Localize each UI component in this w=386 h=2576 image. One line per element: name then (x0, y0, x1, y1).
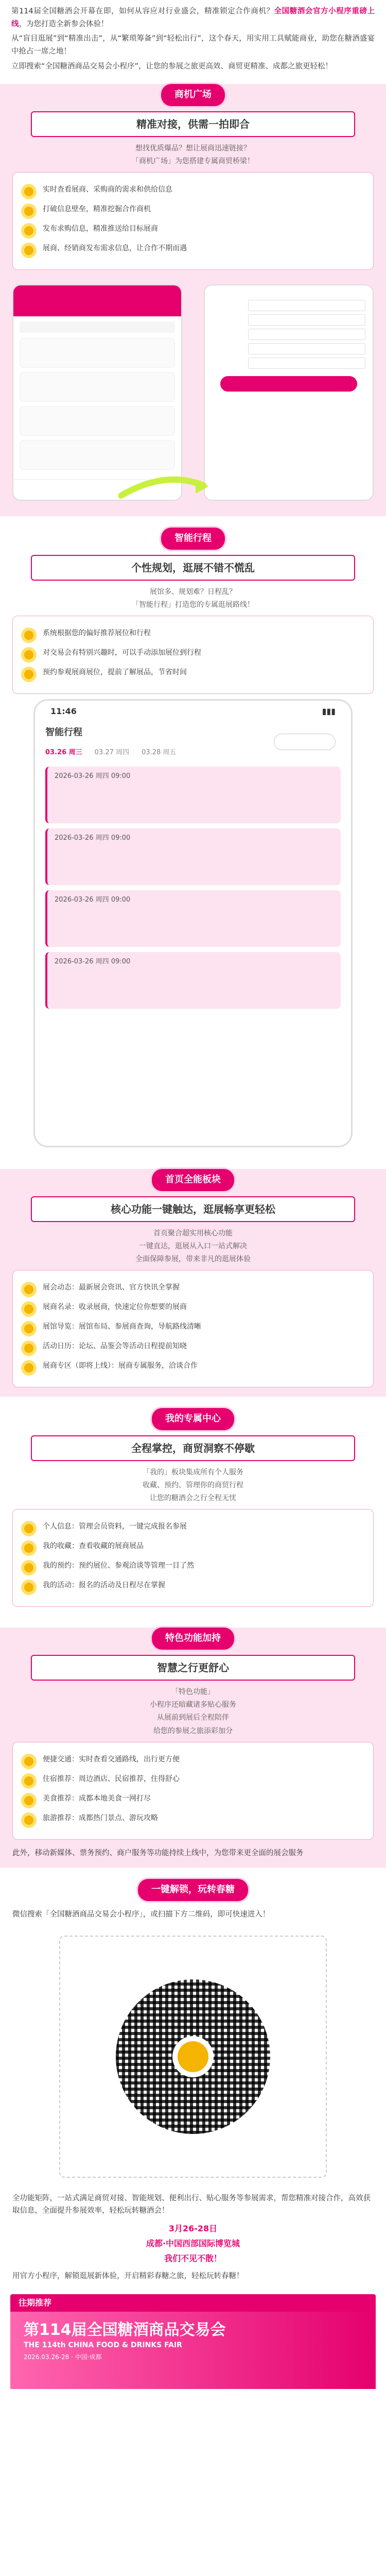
banner-subtitle: THE 114th CHINA FOOD & DRINKS FAIR (24, 2341, 182, 2349)
special-band (0, 1628, 386, 1868)
qr-code[interactable] (116, 1979, 270, 2134)
business-sub: 想找优质爆品？想让展商迅速链接？ 「商机广场」为您搭建专属商贸桥梁！ (132, 144, 254, 165)
feature-item: 对交易会有特别兴趣时，可以手动添加展位到行程 (21, 647, 365, 663)
battery-icon: ▮▮▮ (322, 706, 336, 716)
mine-feature-list (12, 1509, 374, 1607)
intro-highlight: 全国糖酒会官方小程序重磅上线 (11, 7, 375, 28)
intro-p3: 立即搜索“全国糖酒商品交易会小程序”，让您的参展之旅更高效、商贸更精准、成都之旅更轻松！ (11, 62, 333, 71)
cta-band (0, 1879, 386, 2287)
itinerary-title: 智能行程 (45, 726, 82, 738)
cta-tag: 一键解锁，玩转春糖 (138, 1879, 248, 1901)
check-icon (21, 1521, 37, 1536)
business-tag: 商机广场 (161, 84, 225, 106)
logo (274, 734, 336, 750)
home-band (0, 1169, 386, 1397)
phone-mockup-list (12, 284, 182, 501)
check-icon (21, 1812, 37, 1828)
feature-item: 便捷交通：实时查看交通路线，出行更方便 (21, 1754, 365, 1769)
trip-tag: 智能行程 (161, 528, 225, 550)
itinerary-entry[interactable]: 2026-03-26 周四 09:00 (45, 828, 341, 885)
form-field (248, 358, 365, 369)
phone-card (20, 372, 175, 402)
feature-item: 展会动态：最新展会资讯、官方快讯全掌握 (21, 1282, 365, 1297)
check-icon (21, 1754, 37, 1769)
feature-item: 活动日历：论坛、品鉴会等活动日程提前知晓 (21, 1341, 365, 1356)
feature-item: 展商名录：收录展商，快速定位你想要的展商 (21, 1301, 365, 1317)
arrow-icon (118, 470, 211, 501)
feature-item: 展商专区（即将上线）：展商专属服务，洽谈合作 (21, 1360, 365, 1376)
home-sub: 首页聚合超实用核心功能 一键直达，逛展从入口一站式解决 全面保障参展，带来非凡的逛展体验 (135, 1229, 251, 1264)
check-icon (21, 1580, 37, 1595)
check-icon (21, 1773, 37, 1789)
feature-item: 我的活动：报名的活动及日程尽在掌握 (21, 1580, 365, 1595)
itinerary-entry[interactable]: 2026-03-26 周四 09:00 (45, 952, 341, 1009)
qr-code-frame (59, 1936, 327, 2178)
mine-sub: 「我的」板块集成所有个人服务 收藏、预约、管理你的商贸行程 让您的糖酒会之行全程无忧 (143, 1468, 243, 1503)
special-tag: 特色功能加持 (152, 1628, 234, 1650)
tab-day[interactable]: 03.27 周四 (94, 749, 130, 757)
form-field (248, 300, 365, 311)
intro (0, 0, 386, 73)
recommend-bar: 往期推荐 (10, 2294, 376, 2312)
tab-day[interactable]: 03.26 周三 (45, 749, 82, 757)
feature-item: 展商、经销商发布需求信息，让合作不期而遇 (21, 243, 365, 258)
check-icon (21, 647, 37, 663)
feature-item: 预约参观展商展位，提前了解展品，节省时间 (21, 667, 365, 682)
intro-p1: 第114届全国糖酒会开幕在即，如何从容应对行业盛会，精准锁定合作商机？全国糖酒会官方小程序重磅上线，为您打造全新参会体验！ (11, 7, 375, 28)
check-icon (21, 243, 37, 258)
business-phones (0, 274, 386, 511)
check-icon (21, 204, 37, 219)
business-band (0, 84, 386, 516)
check-icon (21, 628, 37, 643)
check-icon (21, 1360, 37, 1376)
special-head: 智慧之行更舒心 (31, 1655, 355, 1681)
feature-item: 美食推荐：成都本地美食一网打尽 (21, 1793, 365, 1808)
business-head: 精准对接，供需一拍即合 (31, 111, 355, 137)
form-title (205, 285, 373, 297)
feature-item: 我的预约：预约展位、参观洽谈等管理一目了然 (21, 1560, 365, 1575)
tab-day[interactable]: 03.28 周五 (142, 749, 177, 757)
form-field (248, 343, 365, 354)
feature-item: 系统根据您的偏好推荐展位和行程 (21, 628, 365, 643)
check-icon (21, 1321, 37, 1336)
intro-p2: 从“盲目逛展”到“精准出击”，从“繁琐筹备”到“轻松出行”，这个春天，用实用工具赋能商业，助您在糖酒盛宴中抢占一席之地！ (11, 35, 375, 56)
phone-mockup-itinerary (33, 699, 353, 1147)
phone-card (20, 440, 175, 470)
mine-head: 全程掌控，商贸洞察不停歇 (31, 1435, 355, 1461)
check-icon (21, 1282, 37, 1297)
trip-head: 个性规划，逛展不错不慌乱 (31, 555, 355, 581)
feature-item: 打破信息壁垒，精准挖掘合作商机 (21, 204, 365, 219)
check-icon (21, 1301, 37, 1317)
business-feature-list (12, 172, 374, 270)
phone-card (20, 338, 175, 368)
check-icon (21, 1540, 37, 1556)
phone-card (20, 406, 175, 436)
home-tag: 首页全能板块 (152, 1169, 234, 1191)
special-note: 此外，移动新媒体、票务预约、商户服务等功能持续上线中，为您带来更全面的展会服务 (12, 1849, 304, 1857)
special-sub: 「特色功能」 小程序还暗藏诸多贴心服务 从展前到展后全程陪伴 给您的参展之旅添彩加分 (150, 1688, 236, 1735)
form-field (248, 329, 365, 340)
cta-more: 用官方小程序，解锁逛展新体验，开启精彩春糖之旅，轻松玩转春糖！ (12, 2272, 244, 2281)
phone-header (13, 285, 181, 316)
feature-item: 住宿推荐：周边酒店、民宿推荐，住得舒心 (21, 1773, 365, 1789)
mine-tag: 我的专属中心 (152, 1408, 234, 1430)
footer-banner[interactable] (10, 2312, 376, 2389)
itinerary-entry[interactable]: 2026-03-26 周四 09:00 (45, 890, 341, 947)
special-feature-list (12, 1742, 374, 1840)
feature-item: 旅游推荐：成都热门景点、游玩攻略 (21, 1812, 365, 1828)
feature-item: 发布求购信息，精准推送给目标展商 (21, 223, 365, 239)
check-icon (21, 1341, 37, 1356)
mine-band (0, 1408, 386, 1616)
feature-item: 个人信息：管理会员资料，一键完成报名参展 (21, 1521, 365, 1536)
check-icon (21, 1793, 37, 1808)
check-icon (21, 223, 37, 239)
check-icon (21, 1560, 37, 1575)
itinerary-entry[interactable]: 2026-03-26 周四 09:00 (45, 767, 341, 823)
check-icon (21, 667, 37, 682)
form-field (248, 314, 365, 326)
feature-item: 实时查看展商、采购商的需求和供给信息 (21, 184, 365, 199)
trip-sub: 展馆多、规划难？日程乱？ 「智能行程」打造您的专属逛展路线！ (132, 587, 254, 609)
home-head: 核心功能一键触达，逛展畅享更轻松 (31, 1196, 355, 1222)
phone-mockup-form (204, 284, 374, 501)
cta-line1: 微信搜索「全国糖酒商品交易会小程序」，或扫描下方二维码，即可快速进入！ (12, 1910, 270, 1919)
home-feature-list (12, 1270, 374, 1387)
mini-program-logo-icon (172, 2036, 214, 2077)
feature-item: 展馆导览：展馆布局、参展商查询，导航路线清晰 (21, 1321, 365, 1336)
form-submit-button (220, 376, 357, 392)
cta-line2: 全功能矩阵，一站式满足商贸对接、智能规划、便利出行、贴心服务等参展需求，帮您精准对接合作，高效获取信息，全面提升参展效率，轻松玩转糖酒会！ (12, 2194, 371, 2215)
trip-feature-list (12, 616, 374, 694)
status-bar: 11:46 ▮▮▮ (35, 701, 351, 721)
feature-item: 我的收藏：查看收藏的展商展品 (21, 1540, 365, 1556)
trip-band (0, 528, 386, 1158)
banner-title: 第114届全国糖酒商品交易会 (24, 2320, 226, 2339)
banner-date: 2026.03.26-28 · 中国·成都 (24, 2353, 102, 2361)
event-dates: 3月26-28日 成都·中国西部国际博览城 我们不见不散！ (146, 2223, 240, 2263)
check-icon (21, 184, 37, 199)
